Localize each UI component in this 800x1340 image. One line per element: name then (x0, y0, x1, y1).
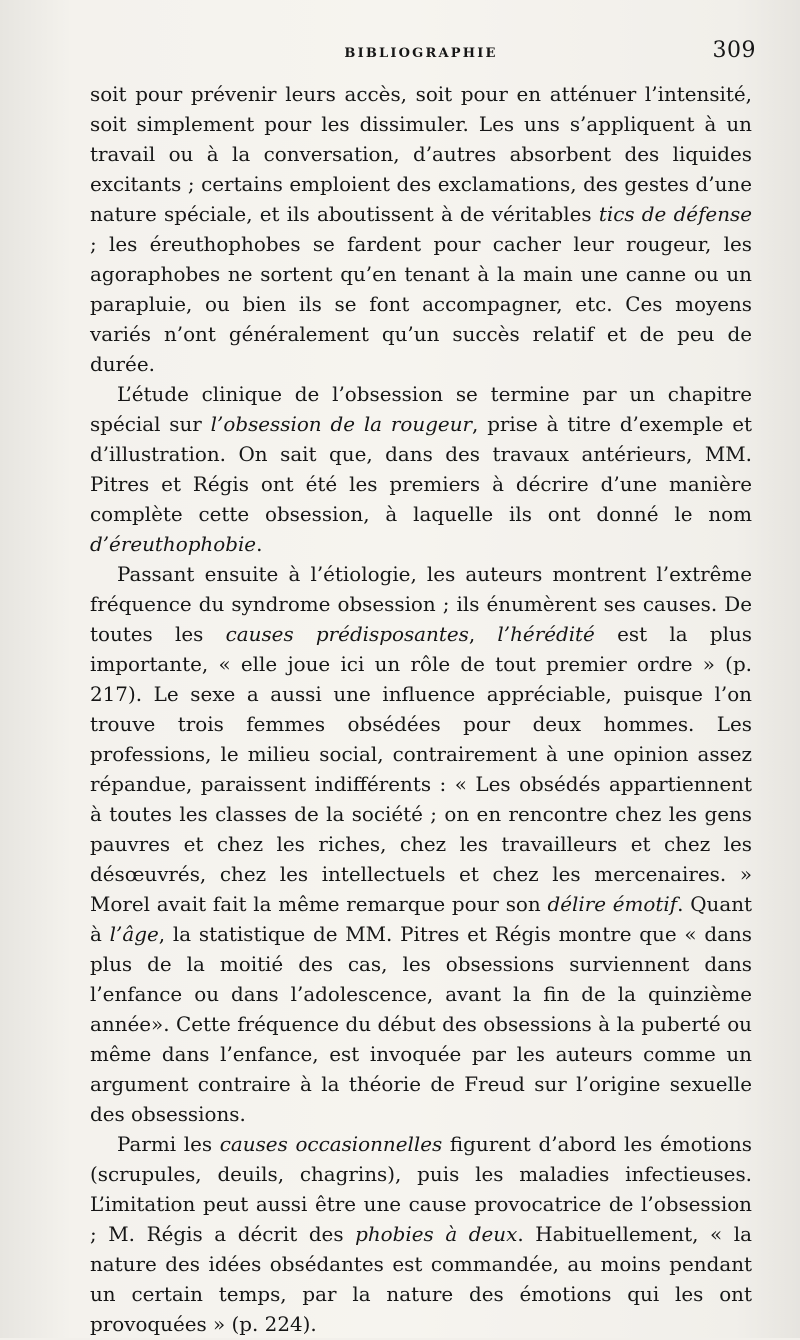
p2-text-2: , prise à titre d’exemple et d’illustration. On sait que, dans des travaux antérieurs, MM. Pitres et Régis ont été les premiers à décrire d’une manière complète cette obsession, à laquelle ils ont donné le nom (90, 413, 752, 526)
p4-italic-1: causes occasionnelles (219, 1133, 443, 1156)
p2-italic-1: l’obsession de la rougeur (210, 413, 473, 436)
p3-text-3: est la plus importante, « elle joue ici un rôle de tout premier ordre » (p. 217). Le sexe a aussi une influence appréciable, puisque l’on trouve trois femmes obsédées pour deux hommes. Les professions, le milieu social, contrairement à une opinion assez répandue, paraissent indifférents : « Les obsédés appartiennent à toutes les classes de la société ; on en rencontre chez les gens pauvres et chez les riches, chez les travailleurs et chez les désœuvrés, chez les intellectuels et chez les mercenaires. » Morel avait fait la même remarque pour son (90, 623, 752, 916)
paragraph-4 (90, 1130, 752, 1340)
p1-text-2: ; les éreuthophobes se fardent pour cacher leur rougeur, les agoraphobes ne sortent qu’en tenant à la main une canne ou un parapluie, ou bien ils se font accompagner, etc. Ces moyens variés n’ont généralement qu’un succès relatif et de peu de durée. (90, 233, 752, 376)
p4-text-3: . Habituellement, « la nature des idées obsédantes est commandée, au moins pendant un certain temps, par la nature des émotions qui les ont provoquées » (p. 224). (90, 1223, 752, 1336)
p4-text-2: figurent d’abord les émotions (scrupules, deuils, chagrins), puis les maladies infectieuses. L’imitation peut aussi être une cause provocatrice de l’obsession ; M. Régis a décrit des (90, 1133, 752, 1246)
paragraph-2 (90, 380, 752, 560)
page-number: 309 (712, 38, 756, 63)
p3-text-1: Passant ensuite à l’étiologie, les auteurs montrent l’extrême fréquence du syndrome obsession ; ils énumèrent ses causes. De toutes les (90, 563, 752, 646)
paragraph-3 (90, 560, 752, 1130)
p3-italic-2: l’hérédité (497, 623, 595, 646)
p3-text-5: , la statistique de MM. Pitres et Régis montre que « dans plus de la moitié des cas, les obsessions surviennent dans l’enfance ou dans l’adolescence, avant la fin de la quinzième année». Cette fréquence du début des obsessions à la puberté ou même dans l’enfance, est invoquée par les auteurs comme un argument contraire à la théorie de Freud sur l’origine sexuelle des obsessions. (90, 923, 752, 1126)
p3-italic-1: causes prédisposantes (225, 623, 469, 646)
running-title: BIBLIOGRAPHIE (344, 46, 498, 61)
p2-text-1: L’étude clinique de l’obsession se termine par un chapitre spécial sur (90, 383, 752, 436)
p4-italic-2: phobies à deux (355, 1223, 518, 1246)
p3-italic-4: l’âge (109, 923, 159, 946)
body-text (90, 80, 752, 1340)
p2-text-3: . (256, 533, 263, 556)
p2-italic-2: d’éreuthophobie (90, 533, 257, 556)
p4-text-1: Parmi les (117, 1133, 220, 1156)
running-header (90, 38, 756, 68)
p3-text-2: , (468, 623, 498, 646)
paragraph-1 (90, 80, 752, 380)
p1-italic-1: tics de défense (598, 203, 752, 226)
p3-italic-3: délire émotif (547, 893, 678, 916)
p3-text-4: . Quant à (90, 893, 752, 946)
p1-text-1: soit pour prévenir leurs accès, soit pour en atténuer l’intensité, soit simplement pour les dissimuler. Les uns s’appliquent à un travail ou à la conversation, d’autres absorbent des liquides excitants ; certains emploient des exclamations, des gestes d’une nature spéciale, et ils aboutissent à de véritables (90, 83, 752, 226)
